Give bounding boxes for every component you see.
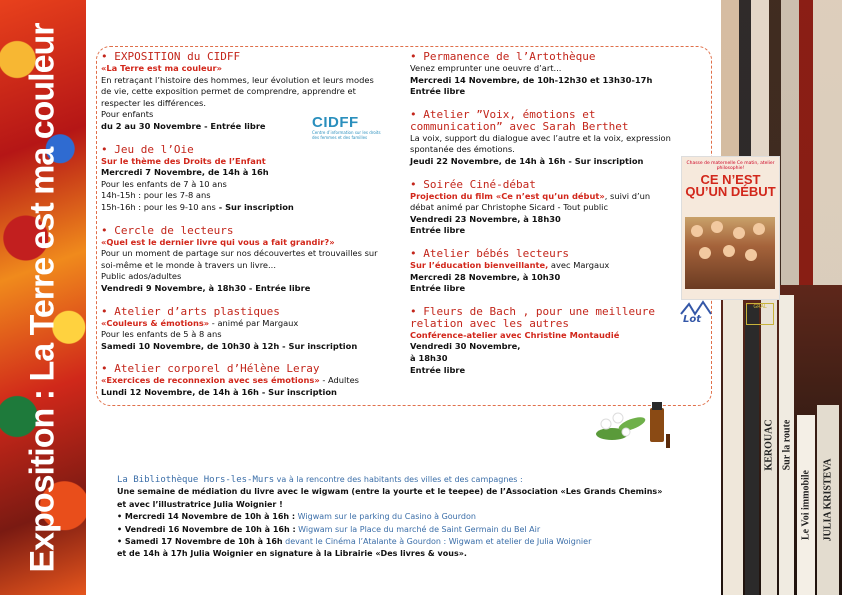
schedule-date: • Vendredi 16 Novembre de 10h à 16h :	[117, 524, 296, 534]
event-date: Entrée libre	[410, 364, 466, 375]
poster-title: CE N’EST QU’UN DÉBUT	[685, 172, 776, 199]
event-subtitle: Sur le thème des Droits de l’Enfant	[101, 155, 266, 166]
poster-children-photo	[685, 217, 775, 289]
event-date: Vendredi 30 Novembre,	[410, 341, 521, 352]
partner-logo-text: GRAL	[753, 304, 767, 310]
schedule-date: • Samedi 17 Novembre de 10h à 16h	[117, 537, 283, 547]
event-title: • Atelier ”Voix, émotions et communication” avec Sarah Berthet	[410, 109, 692, 133]
event-subtitle: «Exercices de reconnexion avec ses émotions»	[101, 375, 320, 386]
event-voix	[410, 109, 692, 168]
event-subtitle: Projection du film «Ce n’est qu’un début»	[410, 190, 605, 201]
event-cercle	[101, 225, 381, 295]
event-subtitle: Sur l’éducation bienveillante,	[410, 259, 549, 270]
schedule-place: devant le Cinéma l’Atalante à Gourdon : Wigwam et atelier de Julia Woignier	[282, 537, 592, 547]
hors-les-murs-section	[117, 474, 697, 561]
event-title: • Jeu de l’Oie	[101, 144, 381, 156]
event-date: Mercredi 14 Novembre, de 10h-12h30 et 13h30-17h	[410, 74, 653, 85]
event-title: • Atelier d’arts plastiques	[101, 306, 381, 318]
event-arts	[101, 306, 381, 353]
event-title: • Cercle de lecteurs	[101, 225, 381, 237]
book-title: KEROUAC	[763, 419, 775, 471]
cidff-logo-sub: Centre d’information sur les droits des femmes et des familles	[312, 130, 381, 140]
event-text: Public ados/adultes	[101, 271, 182, 282]
book-title: Le Voi immobile	[800, 469, 812, 541]
bach-flowers-illustration	[592, 394, 682, 454]
event-cine	[410, 179, 672, 237]
event-date: du 2 au 30 Novembre - Entrée libre	[101, 120, 266, 131]
event-artotheque	[410, 51, 692, 98]
event-subtitle: «Quel est le dernier livre qui vous a fait grandir?»	[101, 236, 335, 247]
event-subtitle-tail: avec Margaux	[548, 259, 610, 270]
film-poster	[681, 156, 780, 300]
schedule-date: • Mercredi 14 Novembre de 10h à 16h :	[117, 512, 296, 522]
event-date: Mercredi 28 Novembre, à 10h30	[410, 271, 561, 282]
event-jeu-oie	[101, 144, 381, 214]
event-text: Pour un moment de partage sur nos découvertes et trouvailles sur soi-même et le monde à travers un livre...	[101, 248, 378, 270]
left-column	[101, 51, 381, 409]
event-title: • Soirée Ciné-débat	[410, 179, 672, 191]
event-text: Pour les enfants de 5 à 8 ans	[101, 329, 222, 340]
event-subtitle-tail: - Adultes	[319, 375, 359, 386]
side-title: Exposition : La Terre est ma couleur	[23, 23, 62, 573]
event-date: Vendredi 9 Novembre, à 18h30 - Entrée libre	[101, 282, 311, 293]
painting-band	[0, 0, 86, 595]
event-date: Mercredi 7 Novembre, de 14h à 16h	[101, 167, 269, 178]
event-date: Entrée libre	[410, 283, 466, 294]
section-line: Une semaine de médiation du livre avec le wigwam (entre la yourte et le teepee) de l’Association «Les Grands Chemins»	[117, 487, 663, 497]
schedule-place: Wigwam sur la Place du marché de Saint Germain du Bel Air	[295, 524, 541, 534]
event-corporel	[101, 363, 381, 398]
event-text: La voix, support du dialogue avec l’autre et la voix, expression spontanée des émotions.	[410, 132, 671, 155]
event-title: • Atelier bébés lecteurs	[410, 248, 692, 260]
event-text: Pour enfants	[101, 109, 154, 120]
event-date: Entrée libre	[410, 225, 466, 236]
event-subtitle: «Couleurs & émotions»	[101, 317, 210, 328]
section-line: et de 14h à 17h Julia Woignier en signature à la Librairie «Des livres & vous».	[117, 549, 467, 559]
lot-logo-text: Lot	[683, 314, 702, 325]
event-date: Lundi 12 Novembre, de 14h à 16h - Sur inscription	[101, 386, 337, 397]
lot-logo	[679, 300, 715, 326]
event-date: à 18h30	[410, 352, 448, 363]
event-subtitle: Conférence-atelier avec Christine Montaudié	[410, 329, 620, 340]
event-title: • Permanence de l’Artothèque	[410, 51, 692, 63]
event-date: Samedi 10 Novembre, de 10h30 à 12h - Sur inscription	[101, 340, 358, 351]
event-date: Jeudi 22 Novembre, de 14h à 16h - Sur inscription	[410, 155, 644, 166]
event-text: En retraçant l’histoire des hommes, leur évolution et leurs modes de vie, cette exposition permet de comprendre, apprendre et respecter les différences.	[101, 74, 374, 108]
event-inscription: - Sur inscription	[215, 201, 294, 212]
event-text: 15h-16h : pour les 9-10 ans	[101, 201, 216, 212]
event-text: 14h-15h : pour les 7-8 ans	[101, 190, 211, 201]
event-bebes	[410, 248, 692, 295]
event-text: Venez emprunter une oeuvre d’art...	[410, 63, 562, 73]
event-subtitle: «La Terre est ma couleur»	[101, 63, 222, 73]
event-subtitle-tail: , suivi d’un débat animé par Christophe Sicard - Tout public	[410, 190, 651, 213]
event-text: Pour les enfants de 7 à 10 ans	[101, 178, 227, 189]
event-bach	[410, 306, 692, 376]
schedule-place: Wigwam sur le parking du Casino à Gourdon	[295, 512, 476, 522]
event-title: • Atelier corporel d’Hélène Leray	[101, 363, 381, 375]
cidff-logo-word: CIDFF	[312, 114, 359, 131]
section-lead-tail: va à la rencontre des habitants des villes et des campagnes :	[274, 475, 523, 484]
section-line: et avec l’illustratrice Julia Woignier !	[117, 499, 283, 509]
event-date: Vendredi 23 Novembre, à 18h30	[410, 213, 561, 224]
book-title: Sur la route	[781, 419, 792, 471]
right-column	[410, 51, 692, 387]
partner-logo	[746, 303, 774, 325]
event-subtitle-tail: - animé par Margaux	[209, 317, 299, 328]
book-title: JULIA KRISTEVA	[822, 458, 834, 542]
event-title: • EXPOSITION du CIDFF	[101, 51, 381, 63]
section-lead: La Bibliothèque Hors-les-Murs	[117, 475, 275, 485]
poster-tagline: Chasse de maternelle Ce matin, atelier philosophie!	[686, 161, 775, 171]
cidff-logo	[312, 114, 382, 144]
event-title: • Fleurs de Bach , pour une meilleure relation avec les autres	[410, 306, 692, 330]
event-date: Entrée libre	[410, 86, 466, 97]
